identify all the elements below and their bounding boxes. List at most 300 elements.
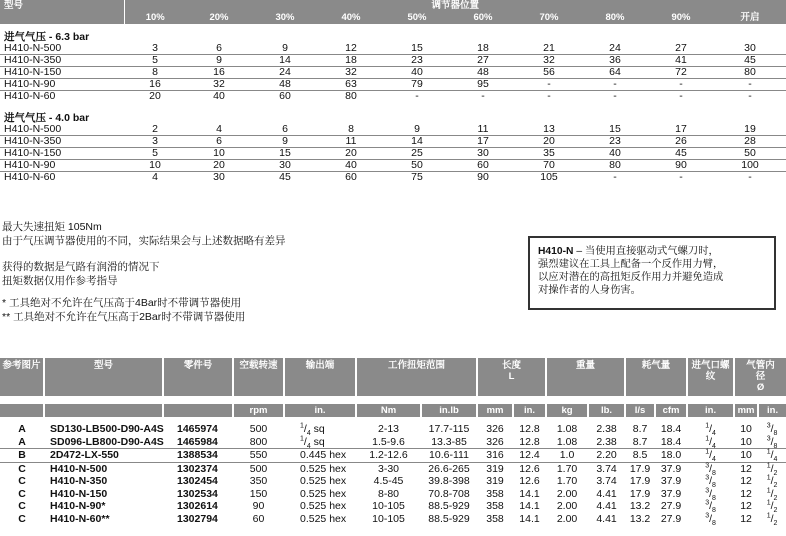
row-ref: A: [18, 423, 26, 435]
row-value: 90: [450, 172, 516, 184]
row-value: 3: [152, 42, 158, 54]
row-value: 17: [450, 136, 516, 148]
row-value: -: [450, 91, 516, 103]
row-hose-in: $^3/_8$: [766, 422, 778, 438]
unit-cell: in.lb: [421, 404, 477, 417]
warning-line-4: 对操作者的人身伤害。: [538, 285, 641, 296]
spec-units-row: [0, 404, 786, 417]
row-value: 40: [582, 148, 648, 160]
row-value: 16: [186, 67, 252, 79]
row-value: 4: [216, 123, 222, 135]
row-inlet: $^3/_8$: [705, 474, 716, 490]
row-ls: 8.5: [625, 449, 655, 463]
row-rpm: 500: [233, 462, 284, 475]
header-torque: 工作扭矩范围: [356, 358, 477, 396]
row-value: 48: [252, 79, 318, 91]
row-rpm: 500: [249, 423, 268, 435]
throttle-row: [0, 79, 786, 91]
row-value: 50: [384, 160, 450, 172]
row-in: 14.1: [519, 487, 540, 500]
row-model: SD096-LB800-D90-A4S: [50, 435, 164, 448]
spec-row: [0, 513, 786, 526]
header-air: 耗气量: [625, 358, 687, 396]
section-title: 进气气压 - 4.0 bar: [4, 112, 90, 124]
row-in: 14.1: [519, 512, 540, 525]
throttle-row: [0, 172, 786, 184]
position-header: 40%: [318, 12, 384, 24]
header-weight: 重量: [546, 358, 625, 396]
row-nm: 3-30: [356, 462, 421, 475]
throttle-row: [0, 91, 786, 103]
row-value: -: [714, 91, 786, 103]
position-header: 70%: [516, 12, 582, 24]
row-in: 14.1: [519, 500, 540, 512]
throttle-row: [0, 55, 786, 67]
row-inlb: 70.8-708: [428, 487, 470, 500]
unit-cell: l/s: [625, 404, 655, 417]
row-ls: 8.7: [632, 423, 648, 435]
unit-cell: mm: [734, 404, 758, 417]
row-hose-in: $^1/_2$: [766, 499, 778, 515]
row-value: -: [582, 91, 648, 103]
row-hose-mm: 10: [734, 449, 758, 463]
header-model-label: 型号: [0, 0, 124, 12]
throttle-row: [0, 136, 786, 148]
row-mm: 316: [477, 449, 513, 463]
row-ls: 13.2: [629, 500, 651, 512]
spec-row: [0, 449, 786, 463]
row-mm: 319: [486, 475, 504, 487]
row-value: 80: [714, 67, 786, 79]
row-output: 0.525 hex: [300, 500, 347, 512]
spec-row: [0, 500, 786, 513]
header-ref: 参考图片: [0, 358, 44, 396]
warning-line-1: – 当使用直接驱动式气螺刀时，: [573, 246, 719, 257]
row-value: 45: [714, 55, 786, 67]
row-ref: C: [18, 475, 26, 487]
note-lubricated: 获得的数据是气路有润滑的情况下: [2, 261, 160, 273]
row-value: -: [648, 91, 714, 103]
row-value: 15: [252, 148, 318, 160]
row-output: 0.525 hex: [300, 475, 347, 487]
row-value: 16: [124, 79, 186, 91]
row-value: 41: [648, 55, 714, 67]
unit-cell: kg: [546, 404, 588, 417]
row-value: 17: [675, 123, 687, 135]
header-position-label: 调节器位置: [124, 0, 786, 12]
header-length: 长度 L: [477, 358, 546, 396]
row-value: 60: [252, 91, 318, 103]
row-inlb: 88.5-929: [428, 500, 470, 512]
row-value: 36: [582, 55, 648, 67]
row-part: 1302794: [177, 512, 218, 525]
row-kg: 2.00: [556, 500, 578, 512]
row-hose-in: $^1/_2$: [766, 474, 778, 490]
row-value: 5: [124, 148, 186, 160]
row-model: H410-N-90: [0, 79, 124, 91]
row-cfm: 18.4: [660, 435, 682, 448]
position-header: 10%: [124, 12, 186, 24]
row-cfm: 37.9: [660, 475, 682, 487]
row-value: 35: [516, 148, 582, 160]
row-mm: 358: [486, 500, 504, 512]
row-inlet: $^3/_8$: [705, 499, 716, 515]
row-value: 5: [124, 55, 186, 67]
throttle-row: [0, 160, 786, 172]
row-value: 100: [714, 160, 786, 172]
row-part: 1302614: [177, 500, 218, 512]
row-inlet: $^3/_8$: [687, 462, 734, 475]
row-nm: 1.5-9.6: [372, 435, 405, 448]
header-part: 零件号: [163, 358, 233, 396]
unit-cell: in.: [513, 404, 546, 417]
row-value: 18: [318, 55, 384, 67]
row-hose-mm: 12: [740, 500, 752, 512]
row-value: 9: [186, 55, 252, 67]
row-in: 12.6: [513, 462, 546, 475]
row-mm: 319: [477, 462, 513, 475]
row-cfm: 37.9: [660, 487, 682, 500]
row-model: 2D472-LX-550: [44, 449, 163, 463]
row-value: -: [582, 172, 648, 184]
position-header: 30%: [252, 12, 318, 24]
row-value: -: [714, 79, 786, 91]
row-output: $^1/_4$ sq: [300, 435, 325, 450]
row-value: 14: [384, 136, 450, 148]
row-lb: 4.41: [596, 500, 617, 512]
row-inlet: $^1/_4$: [687, 449, 734, 463]
row-inlet: $^3/_8$: [705, 512, 716, 527]
row-part: 1302454: [177, 475, 218, 487]
header-hose: 气管内径 Ø: [734, 358, 786, 396]
row-hose-mm: 12: [740, 475, 752, 487]
row-value: 19: [744, 123, 756, 135]
row-value: -: [714, 172, 786, 184]
row-inlb: 17.7-115: [428, 423, 470, 435]
row-mm: 358: [486, 487, 504, 500]
row-hose-in: $^1/_4$: [758, 449, 786, 463]
row-value: 80: [318, 91, 384, 103]
row-ref: C: [0, 462, 44, 475]
unit-cell: in.: [758, 404, 786, 417]
unit-cell: Nm: [356, 404, 421, 417]
row-value: 13: [543, 123, 555, 135]
header-model: 型号: [44, 358, 163, 396]
row-in: 12.8: [519, 423, 540, 435]
row-value: 27: [450, 55, 516, 67]
throttle-header-positions: [0, 12, 786, 24]
position-header: 90%: [648, 12, 714, 24]
row-value: 95: [450, 79, 516, 91]
row-value: 11: [477, 123, 489, 135]
row-value: 2: [152, 123, 158, 135]
row-hose-mm: 10: [740, 435, 752, 448]
row-value: 15: [411, 42, 423, 54]
row-value: 15: [609, 123, 621, 135]
row-ref: A: [18, 435, 26, 448]
position-header: 60%: [450, 12, 516, 24]
row-nm: 4.5-45: [373, 475, 404, 487]
row-value: 18: [477, 42, 489, 54]
row-value: -: [582, 79, 648, 91]
row-value: -: [648, 172, 714, 184]
row-model: H410-N-350: [50, 475, 108, 487]
row-nm: 10-105: [372, 512, 405, 525]
row-value: 63: [318, 79, 384, 91]
row-value: 79: [384, 79, 450, 91]
row-value: 60: [450, 160, 516, 172]
row-hose-mm: 12: [740, 487, 752, 500]
row-hose-in: $^1/_2$: [766, 512, 778, 527]
row-inlb: 39.8-398: [428, 475, 470, 487]
row-value: 75: [384, 172, 450, 184]
warning-line-3: 以应对潜在的高扭矩反作用力并避免造成: [538, 272, 724, 283]
row-nm: 2-13: [377, 423, 399, 435]
row-value: 32: [318, 67, 384, 79]
section-title-row: [0, 24, 786, 43]
row-ls: 17.9: [625, 462, 655, 475]
row-value: 10: [186, 148, 252, 160]
row-value: 40: [318, 160, 384, 172]
row-value: 20: [124, 91, 186, 103]
row-value: 6: [216, 42, 222, 54]
row-ls: 13.2: [629, 512, 651, 525]
row-value: 30: [186, 172, 252, 184]
row-value: 21: [543, 42, 555, 54]
row-model: H410-N-90*: [50, 500, 106, 512]
row-value: 56: [516, 67, 582, 79]
row-value: 24: [252, 67, 318, 79]
row-model: H410-N-350: [0, 136, 124, 148]
row-value: 45: [252, 172, 318, 184]
row-part: 1465974: [177, 423, 218, 435]
row-model: H410-N-500: [4, 42, 62, 54]
note-warning-4bar: * 工具绝对不允许在气压高于4Bar时不带调节器使用: [2, 297, 242, 309]
row-value: 30: [744, 42, 756, 54]
row-value: 30: [450, 148, 516, 160]
row-model: H410-N-500: [4, 123, 62, 135]
row-value: 45: [648, 148, 714, 160]
spec-header-row: [0, 358, 786, 396]
row-model: H410-N-150: [50, 487, 108, 500]
row-output: $^1/_4$ sq: [300, 422, 325, 438]
spec-row: [0, 462, 786, 475]
row-value: 72: [648, 67, 714, 79]
unit-cell: [163, 404, 233, 417]
throttle-header-top: [0, 0, 786, 12]
unit-cell: in.: [284, 404, 356, 417]
row-mm: 358: [486, 512, 504, 525]
row-value: 90: [648, 160, 714, 172]
position-header: 开启: [714, 12, 786, 24]
header-speed: 空载转速: [233, 358, 284, 396]
spec-row: [0, 475, 786, 488]
note-max-stall-torque: 最大失速扭矩 105Nm: [2, 221, 102, 233]
row-ls: 17.9: [629, 475, 651, 487]
warning-line-2: 强烈建议在工具上配备一个反作用力臂，: [538, 259, 724, 270]
row-value: 26: [648, 136, 714, 148]
row-hose-mm: 12: [734, 462, 758, 475]
row-in: 12.4: [513, 449, 546, 463]
row-hose-in: $^3/_8$: [766, 435, 778, 450]
note-reference: 扭矩数据仅用作参考指导: [2, 275, 118, 287]
row-model: H410-N-350: [0, 55, 124, 67]
row-value: 50: [714, 148, 786, 160]
spec-row: [0, 417, 786, 436]
row-part: 1388534: [163, 449, 233, 463]
row-value: 70: [516, 160, 582, 172]
unit-cell: lb.: [588, 404, 625, 417]
row-lb: 2.20: [588, 449, 625, 463]
row-value: 40: [186, 91, 252, 103]
note-variation: 由于气压调节器使用的不同，实际结果会与上述数据略有差异: [2, 235, 286, 247]
row-inlb: 26.6-265: [421, 462, 477, 475]
row-value: 3: [124, 136, 186, 148]
row-nm: 1.2-12.6: [356, 449, 421, 463]
note-warning-2bar: ** 工具绝对不允许在气压高于2Bar时不带调节器使用: [2, 311, 246, 323]
row-value: 12: [345, 42, 357, 54]
spec-table: [0, 358, 786, 525]
throttle-row: [0, 43, 786, 55]
spec-row: [0, 488, 786, 501]
row-mm: 326: [486, 435, 504, 448]
row-value: 32: [516, 55, 582, 67]
row-inlb: 88.5-929: [428, 512, 470, 525]
reaction-arm-warning-box: [528, 236, 776, 310]
section-title-row: [0, 102, 786, 124]
row-value: 60: [318, 172, 384, 184]
row-output: 0.445 hex: [284, 449, 356, 463]
row-lb: 4.41: [596, 512, 617, 525]
row-kg: 1.0: [546, 449, 588, 463]
unit-cell: cfm: [655, 404, 687, 417]
header-inlet: 进气口螺纹: [687, 358, 734, 396]
row-mm: 326: [486, 423, 504, 435]
position-header: 80%: [582, 12, 648, 24]
throttle-row: [0, 67, 786, 79]
row-part: 1465984: [177, 435, 218, 448]
row-model: H410-N-90: [0, 160, 124, 172]
row-value: -: [648, 79, 714, 91]
row-cfm: 27.9: [660, 500, 682, 512]
row-value: 23: [582, 136, 648, 148]
row-lb: 4.41: [596, 487, 617, 500]
row-value: 8: [348, 123, 354, 135]
row-output: 0.525 hex: [284, 462, 356, 475]
row-lb: 3.74: [596, 475, 617, 487]
row-value: 40: [384, 67, 450, 79]
row-value: -: [516, 79, 582, 91]
row-hose-mm: 10: [740, 423, 752, 435]
row-value: 48: [450, 67, 516, 79]
row-cfm: 18.4: [660, 423, 682, 435]
row-lb: 2.38: [596, 435, 617, 448]
unit-cell: in.: [687, 404, 734, 417]
row-kg: 1.08: [556, 423, 578, 435]
row-kg: 2.00: [556, 512, 578, 525]
row-value: 27: [675, 42, 687, 54]
warning-model: H410-N: [538, 246, 574, 257]
row-lb: 2.38: [596, 423, 617, 435]
row-value: 20: [186, 160, 252, 172]
row-hose-in: $^1/_2$: [766, 487, 778, 502]
row-inlet: $^1/_4$: [705, 435, 716, 450]
row-cfm: 27.9: [660, 512, 682, 525]
row-kg: 1.70: [546, 462, 588, 475]
row-ref: B: [0, 449, 44, 463]
row-value: 23: [384, 55, 450, 67]
throttle-row: [0, 124, 786, 136]
row-model: SD130-LB500-D90-A4S: [50, 423, 164, 435]
row-rpm: 150: [249, 487, 268, 500]
unit-cell: rpm: [233, 404, 284, 417]
row-nm: 8-80: [377, 487, 399, 500]
row-ls: 17.9: [629, 487, 651, 500]
row-ref: C: [18, 487, 26, 500]
row-model: H410-N-500: [44, 462, 163, 475]
row-hose-in: $^1/_2$: [758, 462, 786, 475]
row-value: -: [384, 91, 450, 103]
row-value: 32: [186, 79, 252, 91]
row-value: -: [516, 91, 582, 103]
row-value: 11: [318, 136, 384, 148]
row-output: 0.525 hex: [300, 512, 347, 525]
row-inlet: $^3/_8$: [705, 487, 716, 502]
row-value: 9: [282, 42, 288, 54]
row-model: H410-N-60**: [50, 512, 110, 525]
row-rpm: 550: [233, 449, 284, 463]
row-value: 9: [252, 136, 318, 148]
row-rpm: 60: [252, 512, 265, 525]
row-cfm: 37.9: [655, 462, 687, 475]
row-ref: C: [18, 512, 26, 525]
row-value: 6: [282, 123, 288, 135]
section-title: 进气气压 - 6.3 bar: [4, 31, 90, 43]
row-part: 1302374: [163, 462, 233, 475]
row-value: 25: [384, 148, 450, 160]
spec-row: [0, 436, 786, 449]
position-header: 20%: [186, 12, 252, 24]
row-kg: 1.08: [556, 435, 578, 448]
row-value: 64: [582, 67, 648, 79]
row-value: 20: [516, 136, 582, 148]
row-inlb: 10.6-111: [421, 449, 477, 463]
row-hose-mm: 12: [740, 512, 752, 525]
row-value: 24: [609, 42, 621, 54]
row-rpm: 90: [252, 500, 265, 512]
position-header: 50%: [384, 12, 450, 24]
row-value: 105: [516, 172, 582, 184]
row-model: H410-N-150: [0, 67, 124, 79]
row-model: H410-N-60: [0, 91, 124, 103]
row-value: 8: [124, 67, 186, 79]
row-value: 10: [124, 160, 186, 172]
row-part: 1302534: [177, 487, 218, 500]
row-value: 6: [186, 136, 252, 148]
row-in: 12.6: [519, 475, 540, 487]
row-lb: 3.74: [588, 462, 625, 475]
row-value: 4: [124, 172, 186, 184]
row-kg: 1.70: [556, 475, 578, 487]
unit-cell: mm: [477, 404, 513, 417]
row-value: 28: [714, 136, 786, 148]
row-value: 20: [318, 148, 384, 160]
unit-cell: [44, 404, 163, 417]
row-model: H410-N-150: [0, 148, 124, 160]
row-model: H410-N-60: [0, 172, 124, 184]
row-kg: 2.00: [556, 487, 578, 500]
row-inlb: 13.3-85: [431, 435, 467, 448]
